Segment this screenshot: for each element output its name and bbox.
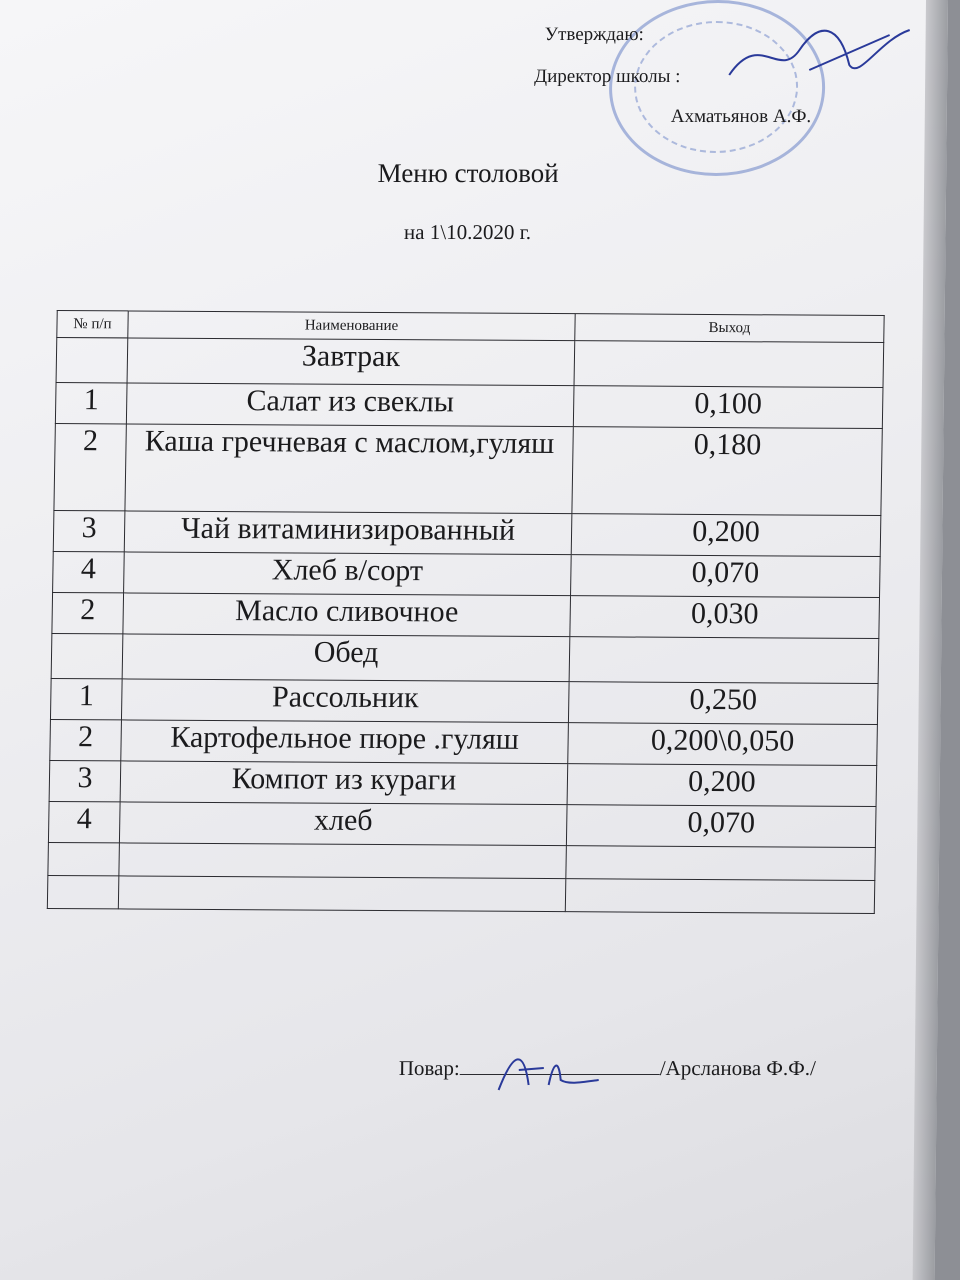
director-name: Ахматьянов А.Ф.	[670, 106, 812, 127]
dish-yield: 0,070	[571, 555, 881, 598]
row-number: 1	[50, 678, 122, 719]
cook-name: /Арсланова Ф.Ф./	[659, 1056, 817, 1080]
table-row	[55, 383, 883, 429]
row-number: 3	[49, 760, 121, 801]
row-number: 4	[48, 801, 120, 842]
row-number: 3	[53, 510, 125, 551]
dish-yield: 0,200	[567, 764, 877, 807]
dish-name: Картофельное пюре .гуляш	[121, 720, 569, 764]
section-row-lunch	[51, 633, 879, 683]
dish-name: Хлеб в/сорт	[124, 552, 572, 596]
dish-name: Чай витаминизированный	[124, 511, 572, 555]
dish-name: Рассольник	[121, 679, 569, 723]
dish-yield: 0,200\0,050	[568, 723, 878, 766]
dish-name: хлеб	[119, 802, 567, 846]
section-name: Завтрак	[127, 338, 575, 386]
column-header-yield: Выход	[575, 314, 884, 343]
row-number: 4	[53, 551, 125, 592]
dish-yield: 0,100	[573, 386, 883, 429]
approve-label: Утверждаю:	[544, 24, 644, 45]
row-number: 1	[55, 383, 127, 424]
dish-name: Компот из кураги	[120, 761, 568, 805]
menu-table	[47, 310, 885, 914]
row-number: 2	[50, 719, 122, 760]
page-title: Меню столовой	[377, 158, 559, 188]
table-row	[50, 719, 878, 765]
column-header-number: № п/п	[57, 311, 128, 338]
dish-name: Салат из свеклы	[126, 383, 574, 427]
table-row	[53, 551, 881, 597]
table-row	[49, 760, 877, 806]
empty-row	[47, 875, 874, 913]
paper-edge	[913, 0, 948, 1280]
table-row	[53, 510, 881, 556]
table-row	[52, 592, 880, 638]
dish-yield: 0,180	[572, 427, 882, 516]
dish-yield: 0,250	[568, 682, 878, 725]
cook-label: Повар:	[398, 1056, 460, 1080]
row-number: 2	[52, 592, 124, 633]
table-row	[48, 801, 876, 847]
director-signature	[719, 20, 920, 90]
cook-signature	[488, 1040, 609, 1100]
column-header-name: Наименование	[128, 311, 575, 341]
dish-yield: 0,070	[566, 805, 876, 848]
dish-yield: 0,030	[570, 596, 880, 639]
dish-name: Масло сливочное	[123, 593, 571, 637]
menu-date: на 1\10.2020 г.	[403, 220, 532, 244]
dish-name: Каша гречневая с маслом,гуляш	[125, 424, 573, 514]
dish-yield: 0,200	[571, 514, 881, 557]
table-row	[50, 678, 878, 724]
director-label: Директор школы :	[534, 66, 681, 87]
row-number: 2	[54, 424, 126, 511]
empty-row	[48, 842, 875, 880]
section-name: Обед	[122, 634, 570, 682]
section-row-breakfast	[56, 338, 884, 388]
table-row	[54, 424, 882, 516]
